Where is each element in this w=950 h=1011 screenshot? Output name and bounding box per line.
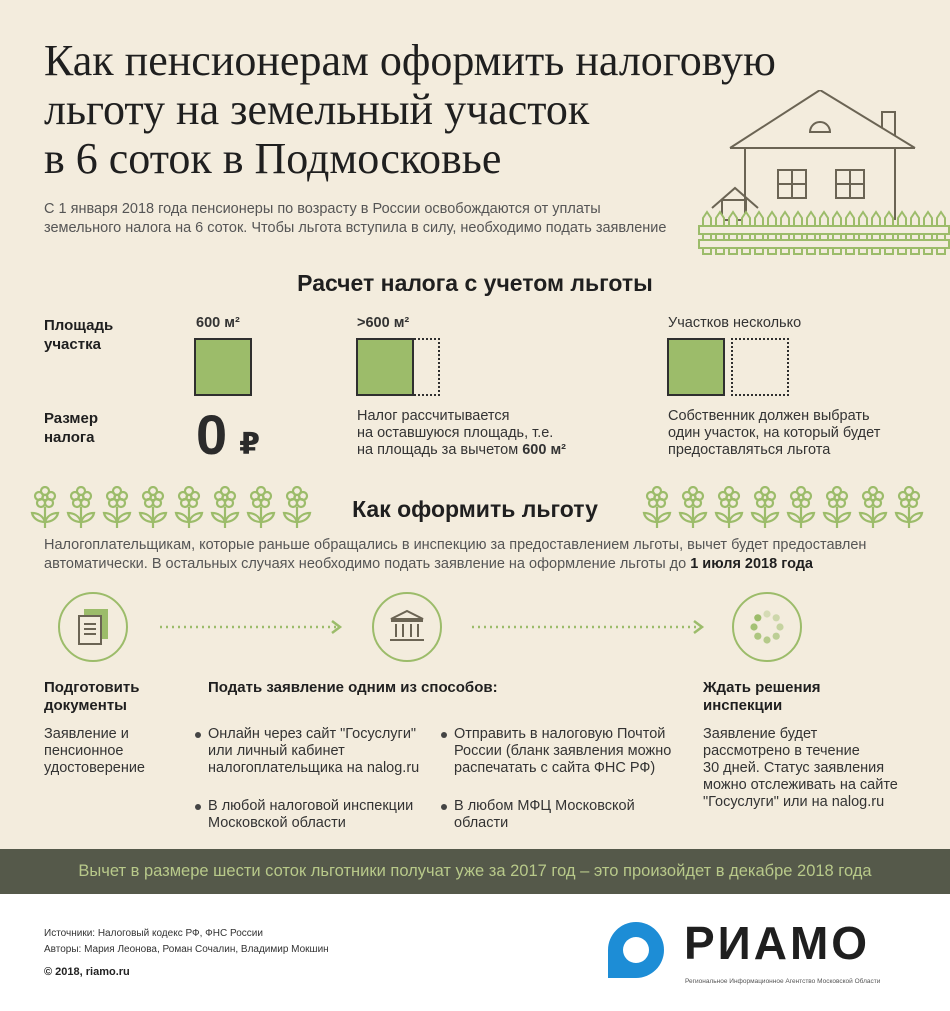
lead-text <box>44 200 694 238</box>
copyright: © 2018, riamo.ru <box>44 966 130 978</box>
fence-icon <box>695 206 950 256</box>
step-text-line: Заявление будет <box>703 726 818 742</box>
title-line: Как пенсионерам оформить налоговую <box>44 36 776 85</box>
note-text: на площадь за вычетом <box>357 442 523 458</box>
ruble-sign: ₽ <box>239 428 261 461</box>
bottom-banner <box>0 849 950 894</box>
authors: Авторы: Мария Леонова, Роман Сочалин, Владимир Мокшин <box>44 944 329 955</box>
how-heading: Как оформить льготу <box>352 496 598 522</box>
title-line: в 6 соток в Подмосковье <box>44 134 502 183</box>
note-line: на оставшуюся площадь, т.е. <box>357 425 554 441</box>
step-title-line: Подать заявление одним из способов: <box>208 679 498 696</box>
logo-subtitle: Региональное Информационное Агентство Московской Области <box>685 978 881 985</box>
bullet-line: или личный кабинет <box>208 743 345 759</box>
bullet-item <box>454 726 671 777</box>
bullet-item <box>208 726 419 777</box>
sources: Источники: Налоговый кодекс РФ, ФНС России <box>44 928 263 939</box>
row-label-line: Площадь <box>44 317 114 334</box>
title-line: льготу на земельный участок <box>44 85 590 134</box>
step-title-line: Ждать решения <box>703 679 821 696</box>
tax-office-icon <box>372 592 442 662</box>
bullet-line: распечатать с сайта ФНС РФ) <box>454 760 656 776</box>
plot-square <box>356 338 414 396</box>
note-bold: 600 м² <box>522 442 567 458</box>
col3-label: Участков несколько <box>668 315 802 331</box>
loading-icon <box>732 592 802 662</box>
logo-wordmark: РИАМО <box>684 917 871 969</box>
row-label-area <box>44 316 113 354</box>
step3-text <box>703 726 898 811</box>
bullet-item <box>454 798 635 832</box>
bullet-line: области <box>454 815 509 831</box>
col1-label: 600 м² <box>196 315 240 331</box>
banner-text: Вычет в размере шести соток льготники получат уже за 2017 год – это произойдет в декабре 2018 года <box>78 862 872 880</box>
row-label-tax <box>44 409 98 447</box>
step-text-line: Заявление и <box>44 726 129 742</box>
col2-note <box>357 408 566 459</box>
lead-line: земельного налога на 6 соток. Чтобы льгота вступила в силу, необходимо подать заявление <box>44 220 667 236</box>
arrow-dotted <box>158 619 348 635</box>
plot-square <box>667 338 725 396</box>
step1-text <box>44 726 145 777</box>
step3-title <box>703 679 821 715</box>
plot-second-dotted <box>731 338 789 396</box>
documents-icon <box>58 592 128 662</box>
step-title-line: документы <box>44 697 127 714</box>
bullet-line: В любой налоговой инспекции <box>208 798 414 814</box>
plot-extra-dotted <box>414 338 440 396</box>
step-title-line: Подготовить <box>44 679 140 696</box>
step2-title <box>208 679 498 697</box>
bullet-item <box>208 798 413 832</box>
note-line: один участок, на который будет <box>668 425 881 441</box>
step-title-line: инспекции <box>703 697 783 714</box>
row-label-line: участка <box>44 336 101 353</box>
para-line <box>44 555 924 574</box>
bullet-line: России (бланк заявления можно <box>454 743 672 759</box>
tax-value: 0 <box>196 403 228 466</box>
step-text-line: "Госуслуги" или на nalog.ru <box>703 794 885 810</box>
bullet-line: Московской области <box>208 815 346 831</box>
note-line: предоставляться льгота <box>668 442 831 458</box>
footer <box>0 894 950 1011</box>
para-line: Налогоплательщикам, которые раньше обращались в инспекцию за предоставлением льготы, вычет будет предоставлен <box>44 537 867 553</box>
step1-title <box>44 679 139 715</box>
lead-line: С 1 января 2018 года пенсионеры по возрасту в России освобождаются от уплаты <box>44 201 601 217</box>
row-label-line: Размер <box>44 410 99 427</box>
para-text: автоматически. В остальных случаях необходимо подать заявление на оформление льготы до <box>44 556 691 572</box>
step-text-line: можно отслеживать на сайте <box>703 777 898 793</box>
arrow-dotted <box>470 619 710 635</box>
bullet-line: Онлайн через сайт "Госуслуги" <box>208 726 417 742</box>
note-line: Собственник должен выбрать <box>668 408 870 424</box>
bullet-line: налогоплательщика на nalog.ru <box>208 760 420 776</box>
col3-note <box>668 408 880 459</box>
calc-heading: Расчет налога с учетом льготы <box>297 270 653 296</box>
bullet-line: Отправить в налоговую Почтой <box>454 726 666 742</box>
col2-label: >600 м² <box>357 315 410 331</box>
how-paragraph <box>44 536 924 574</box>
step-text-line: рассмотрено в течение <box>703 743 860 759</box>
tax-zero <box>196 402 260 467</box>
bullet-line: В любом МФЦ Московской <box>454 798 635 814</box>
deadline: 1 июля 2018 года <box>690 556 813 572</box>
step-text-line: пенсионное <box>44 743 124 759</box>
note-line <box>357 442 566 459</box>
step-text-line: удостоверение <box>44 760 145 776</box>
step-text-line: 30 дней. Статус заявления <box>703 760 885 776</box>
row-label-line: налога <box>44 429 95 446</box>
riamo-logo-icon <box>604 918 668 982</box>
plot-square <box>194 338 252 396</box>
note-line: Налог рассчитывается <box>357 408 510 424</box>
